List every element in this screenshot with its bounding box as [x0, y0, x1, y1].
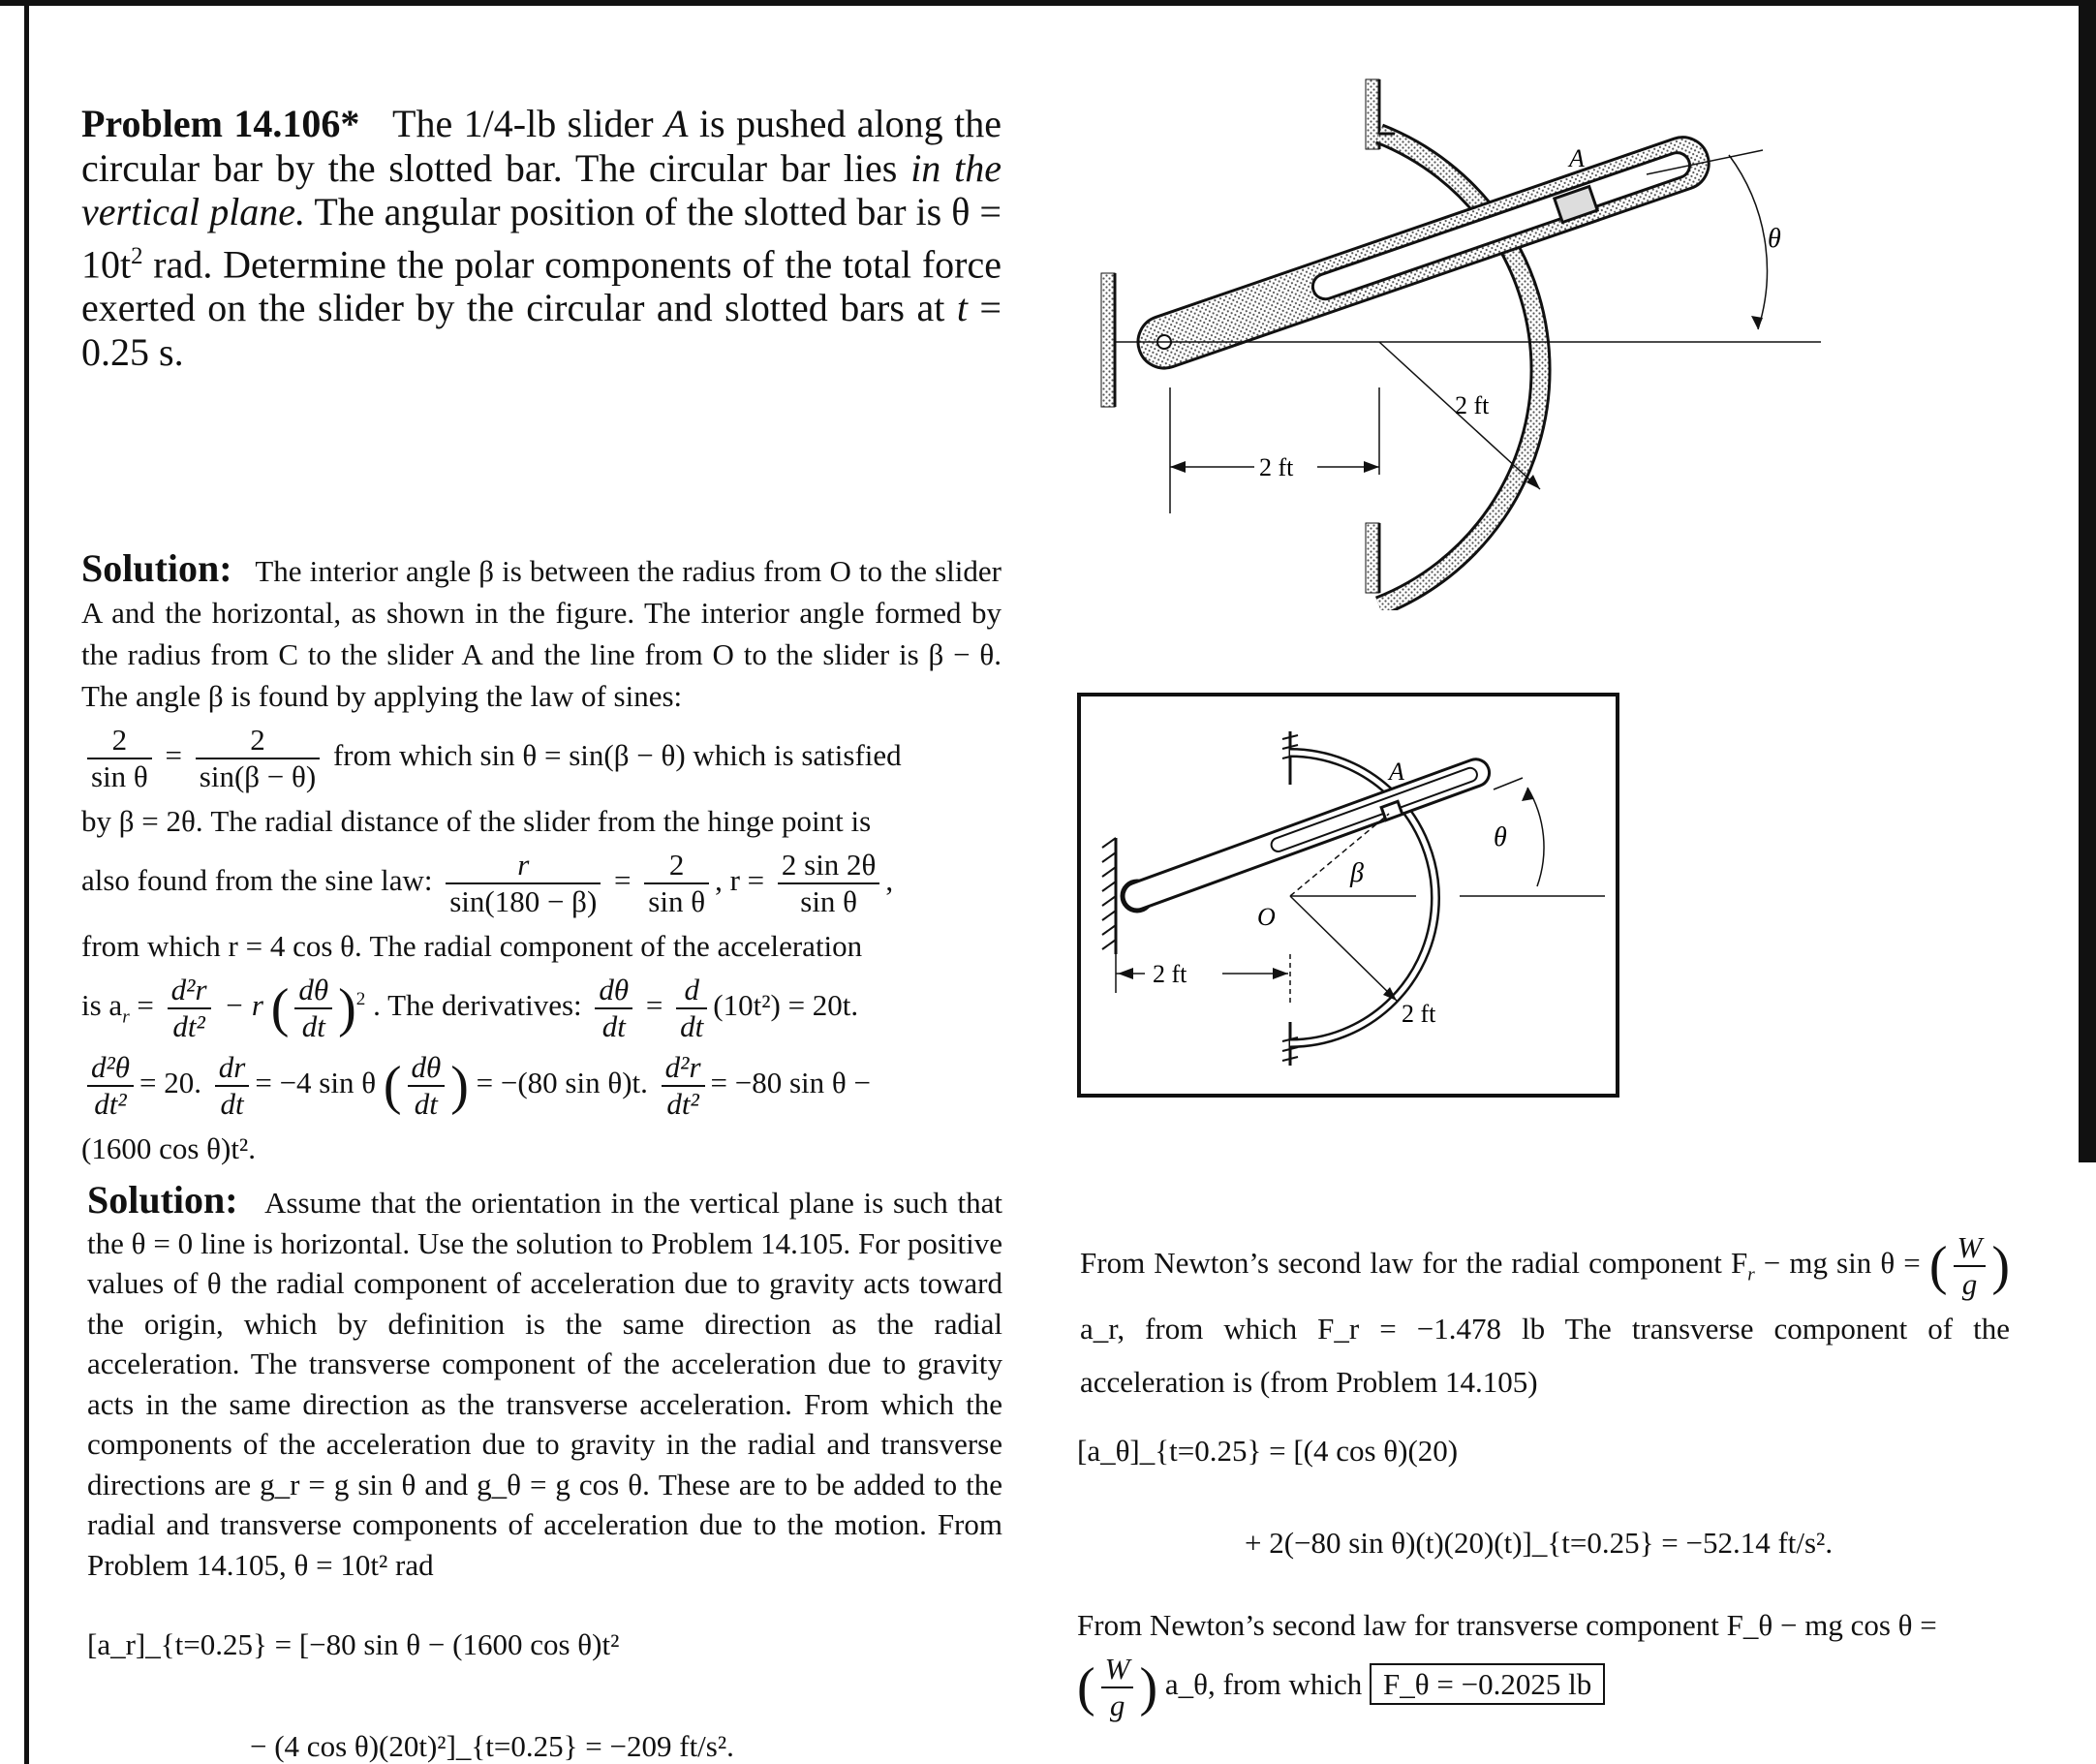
solution-2-title: Solution:	[87, 1178, 238, 1222]
page-left-rule	[24, 0, 29, 1764]
solution-1-eq-sine-law: also found from the sine law: $\frac{r}{\sin(180 - \beta)}$ = $\frac{2}{\text{sin θ}}$ , r = $\frac{2 \sin 2\theta}{\text{sin θ}}$ ,	[81, 848, 894, 918]
solution-2-eq-ar-result: − (4 cos θ)(20t)²]_{t=0.25} = −209 ft/s².	[250, 1729, 734, 1763]
solution-1-para2: by β = 2θ. The radial distance of the slider from the hinge point is	[81, 804, 872, 838]
solution-2-text: Assume that the orientation in the vertical plane is such that the θ = 0 line is horizontal. Use the solution to Problem 14.105. For positive values of θ the radial component of acceleration due to gravity acts toward the origin, which by definition is the same direction as the radial acceleration. The transverse component of the acceleration due to gravity acts in the same direction as the transverse acceleration. From which the components of the acceleration due to gravity in the radial and transverse directions are g_r = g sin θ and g_θ = g cos θ. These are to be added to the radial and transverse components of acceleration due to the motion. From Problem 14.105, θ = 10t² rad	[87, 1186, 1003, 1582]
page-top-rule	[0, 0, 2096, 6]
problem-exponent: 2	[131, 242, 143, 269]
solution-2-eq-ar: [a_r]_{t=0.25} = [−80 sin θ − (1600 cos θ)t²	[87, 1627, 620, 1661]
fig2-label-2ft-radius: 2 ft	[1402, 1000, 1436, 1028]
transverse-accel-eq: [a_θ]_{t=0.25} = [(4 cos θ)(20)	[1077, 1434, 1459, 1468]
solution-1-para1: The interior angle β is between the radius from O to the slider A and the horizontal, as shown in the figure. The interior angle formed by the radius from C to the slider A and the line from O to the slider is β − θ. The angle β is found by applying the law of sines:	[81, 554, 1002, 713]
fig1-label-2ft-radius: 2 ft	[1455, 391, 1490, 419]
fig2-label-A: A	[1389, 758, 1404, 786]
transverse-accel-result: + 2(−80 sin θ)(t)(20)(t)]_{t=0.25} = −52.14 ft/s².	[1245, 1526, 1834, 1560]
solution-1-eq-ar: is $a_r$ = $\frac{\text{d²r}}{\text{dt²}}$ − r ( $\frac{d\theta}{dt}$ )$^2$ . The derivatives: $\frac{d\theta}{dt}$ = $\frac{d}{dt}$ (10t²) = 20t.	[81, 973, 859, 1043]
bottom-support	[1366, 523, 1379, 593]
problem-time-symbol: t	[956, 286, 968, 330]
top-support	[1366, 79, 1379, 149]
fig2-label-2ft-horizontal: 2 ft	[1153, 960, 1187, 988]
problem-text-b: is pushed along the circular bar by the slotted bar. The circular bar lies	[81, 102, 1002, 190]
solution-1-eq-sines: $\frac{2}{\text{sin θ}}$ = $\frac{2}{\sin(\beta - \theta)}$ from which sin θ = sin(β − θ) which is satisfied	[81, 723, 1002, 794]
problem-title: Problem 14.106*	[81, 102, 360, 145]
problem-slider-label: A	[664, 102, 689, 145]
solution-1-last: (1600 cos θ)t².	[81, 1131, 256, 1165]
solution-2	[87, 1180, 1002, 1585]
page-right-edge	[2079, 0, 2096, 1162]
problem-vertical-plane: in the vertical plane.	[81, 145, 1002, 233]
solution-1	[81, 547, 1002, 1169]
fig2-label-theta: θ	[1494, 822, 1507, 852]
solution-1-title: Solution:	[81, 546, 232, 590]
problem-text-d: rad. Determine the polar components of the total force exerted on the slider by the circular and slotted bars at	[81, 241, 1002, 330]
weight-over-g-num: W	[1954, 1230, 1987, 1267]
fig1-label-theta: θ	[1768, 224, 1781, 254]
weight-over-g-den: g	[1961, 1267, 1978, 1301]
fig1-label-2ft-horizontal: 2 ft	[1259, 453, 1294, 481]
fig2-label-beta: β	[1350, 858, 1364, 888]
figure-2-svg	[1077, 693, 1619, 1098]
final-answer-box: F_θ = −0.2025 lb	[1370, 1663, 1605, 1705]
figure-slotted-bar-solution	[1077, 693, 1619, 1098]
radial-force-paragraph: From Newton’s second law for the radial component $F_r$ − mg sin θ = ( $\frac{W}{g}$ ) a_r, from which F_r = −1.478 lb The transverse component of the acceleration is (from Problem 14.105)	[1080, 1230, 2011, 1399]
problem-text-a: The 1/4-lb slider	[392, 102, 664, 145]
solution-1-eq-derivatives: $\frac{\text{d²θ}}{\text{dt²}}$ = 20. $\frac{dr}{dt}$ = −4 sin θ ( $\frac{d\theta}{dt}$ ) = −(80 sin θ)t. $\frac{\text{d²r}}{\text{dt²}}$ = −80 sin θ −	[81, 1050, 1002, 1122]
figure-1-svg	[1085, 68, 1821, 610]
problem-statement	[81, 102, 1002, 374]
transverse-force-paragraph: From Newton’s second law for transverse component F_θ − mg cos θ = ( $\frac{W}{g}$ ) a_θ, from which F_θ = −0.2025 lb	[1077, 1608, 1937, 1722]
fig1-label-A: A	[1569, 144, 1585, 172]
problem-text-e: = 0.25 s.	[81, 286, 1002, 374]
left-wall	[1101, 273, 1115, 407]
figure-slotted-bar-top	[1085, 68, 1821, 610]
solution-1-para3: from which r = 4 cos θ. The radial component of the acceleration	[81, 929, 863, 963]
fig2-label-O: O	[1257, 903, 1276, 931]
problem-text-c: The angular position of the slotted bar is θ = 10t	[81, 190, 1002, 286]
